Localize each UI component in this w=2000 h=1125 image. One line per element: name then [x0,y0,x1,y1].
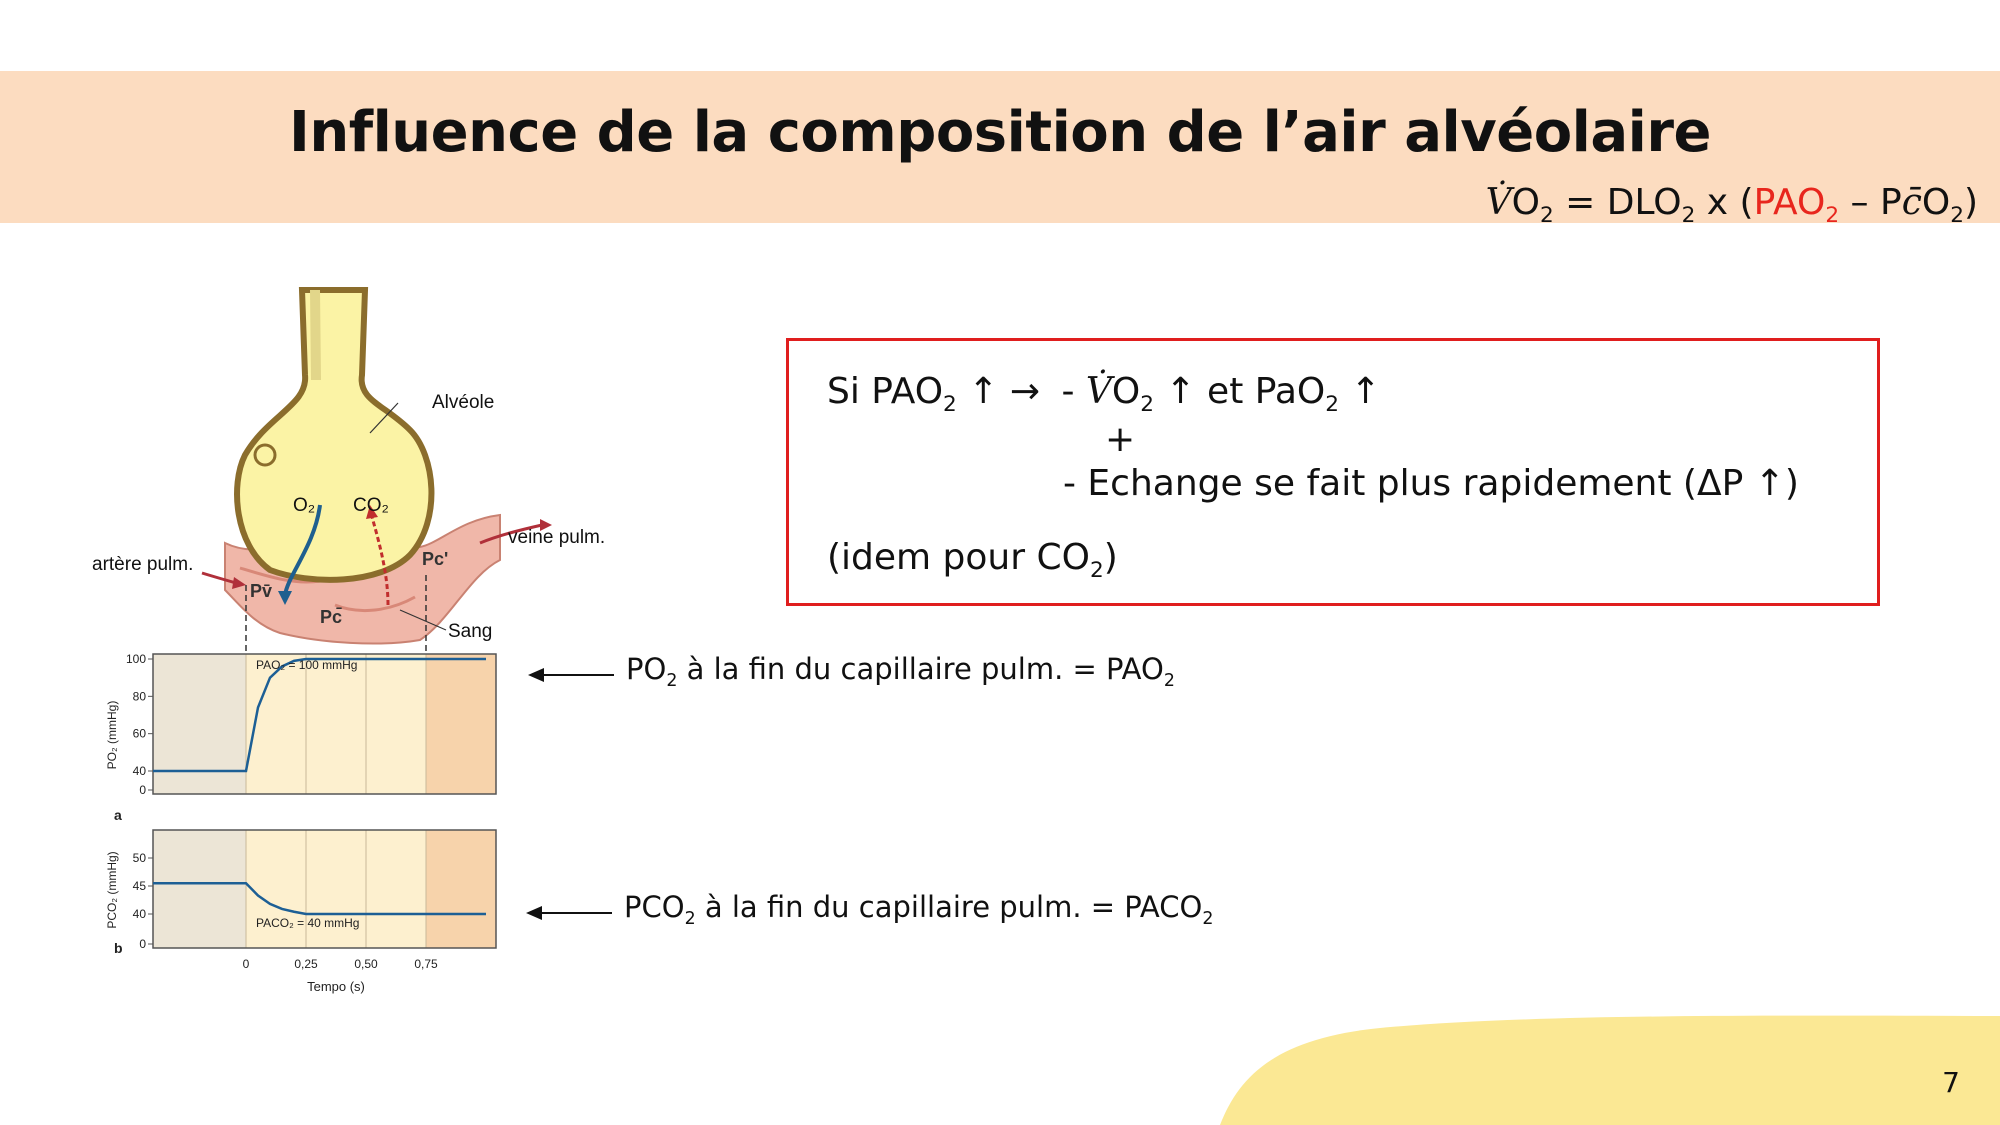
chart-b-ylabel: PCO₂ (mmHg) [105,851,119,929]
chart-b-xlabel: Tempo (s) [307,979,365,994]
label-pv: Pv̄ [250,581,273,601]
chart-b [105,830,496,994]
chart-a-letter: a [114,807,122,823]
alveolus-gas-exchange-figure [80,285,640,1005]
explanation-box [786,338,1880,606]
chart-b-xtick-label: 0 [242,957,250,971]
box-plus: + [1105,419,1136,460]
label-alveole: Alvéole [432,392,495,413]
chart-b-xtick-label: 0,25 [294,957,318,971]
chart-a-ytick-label: 60 [132,726,146,741]
chart-a-ylabel: PO₂ (mmHg) [105,700,119,770]
decorative-yellow-blob [1220,1013,2000,1125]
chart-a-ytick-label: 0 [139,783,146,797]
chart-a-ytick-label: 100 [125,652,146,666]
chart-b-xtick-label: 0,75 [414,957,438,971]
chart-b-ytick-label: 45 [132,879,146,893]
label-artere: artère pulm. [92,554,194,575]
annotation-pco2: $PCO_2$ à la fin du capillaire pulm. = $PACO_2$ [624,890,1214,929]
box-line-4: (idem pour $CO_2$) [827,537,1118,584]
chart-a-ytick-label: 80 [132,689,146,704]
chart-b-xtick-label: 0,50 [354,957,378,971]
label-pc-prime: Pc' [422,549,449,569]
slide-title: Influence de la composition de l’air alvéolaire [289,100,1711,165]
chart-b-annotation: PACO₂ = 40 mmHg [256,916,360,930]
chart-b-ytick-label: 40 [132,907,146,921]
chart-a-annotation: PAO₂ = 100 mmHg [256,658,358,672]
chart-b-letter: b [114,940,123,956]
alveolus-shape [237,290,431,580]
page-number: 7 [1942,1066,1960,1099]
label-o2: O₂ [293,495,316,516]
label-veine: veine pulm. [508,527,606,548]
chart-a [105,652,496,823]
label-pc: Pc̄ [320,607,343,627]
box-line-3: - Echange se fait plus rapidement (ΔP ↑) [1063,463,1799,504]
annotation-po2: $PO_2$ à la fin du capillaire pulm. = $PAO_2$ [626,652,1175,691]
chart-b-ytick-label: 50 [132,851,146,865]
chart-b-ytick-label: 0 [139,937,146,951]
label-sang: Sang [448,621,493,642]
formula-vo2: $V̇O_2 = DLO_2$ x ($PAO_2$ – $Pc̄O_2$) [1485,182,1978,229]
label-co2: CO₂ [353,495,389,516]
chart-a-ytick-label: 40 [132,764,146,778]
box-line-1: Si $PAO_2$ ↑ → - $V̇O_2$ ↑ et PaO$_2$ ↑ [827,371,1381,418]
